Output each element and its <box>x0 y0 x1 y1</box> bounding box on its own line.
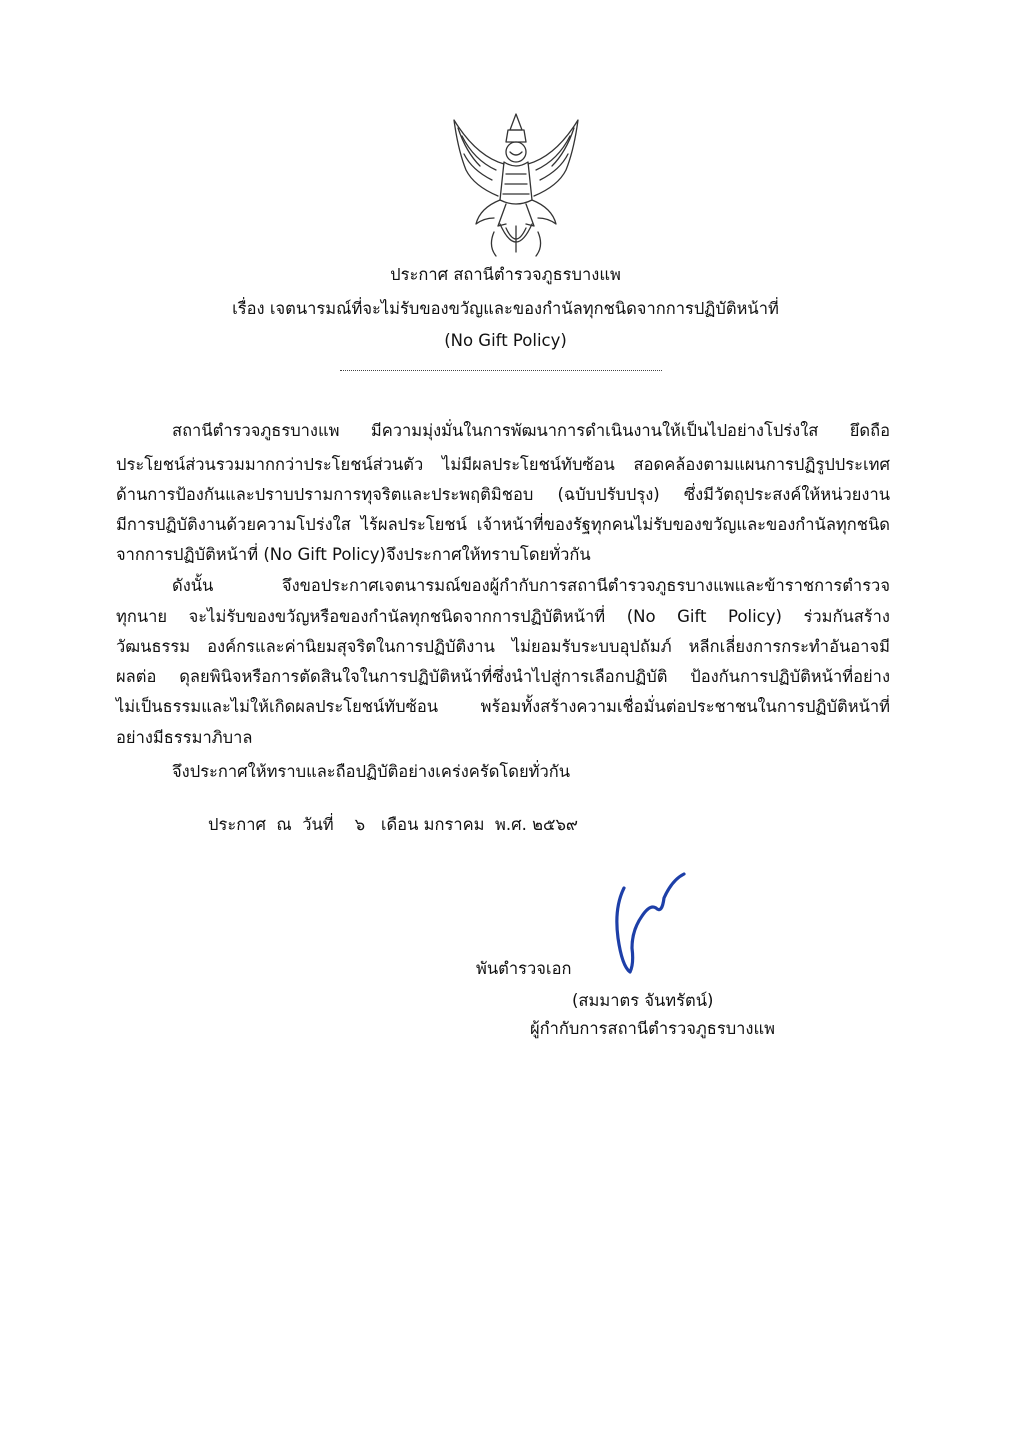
paragraph-1-line: สถานีตำรวจภูธรบางแพ มีความมุ่งมั่นในการพัฒนาการดำเนินงานให้เป็นไปอย่างโปร่งใส ยึดถือ <box>172 421 890 440</box>
signer-position: ผู้กำกับการสถานีตำรวจภูธรบางแพ <box>530 1019 776 1038</box>
signer-rank: พันตำรวจเอก <box>476 959 572 978</box>
paragraph-2-line: ผลต่อ ดุลยพินิจหรือการตัดสินใจในการปฏิบัติหน้าที่ซึ่งนำไปสู่การเลือกปฏิบัติ ป้องกันการปฏิบัติหน้าที่อย่าง <box>116 667 890 686</box>
paragraph-2-line: อย่างมีธรรมาภิบาล <box>116 728 253 747</box>
dotted-divider <box>340 370 662 371</box>
handwritten-signature <box>612 868 692 978</box>
announcement-date: ประกาศ ณ วันที่ ๖ เดือน มกราคม พ.ศ. ๒๕๖๙ <box>208 815 579 834</box>
paragraph-1-line: ด้านการป้องกันและปราบปรามการทุจริตและประพฤติมิชอบ (ฉบับปรับปรุง) ซึ่งมีวัตถุประสงค์ให้หน่วยงาน <box>116 485 890 504</box>
announcement-subtitle: (No Gift Policy) <box>444 331 567 350</box>
garuda-emblem-icon <box>436 100 596 260</box>
signer-name: (สมมาตร จันทรัตน์) <box>572 991 714 1010</box>
paragraph-1-line: จากการปฏิบัติหน้าที่ (No Gift Policy)จึงประกาศให้ทราบโดยทั่วกัน <box>116 545 591 564</box>
paragraph-2-line: ทุกนาย จะไม่รับของขวัญหรือของกำนัลทุกชนิดจากการปฏิบัติหน้าที่ (No Gift Policy) ร่วมกันสร้าง <box>116 607 890 626</box>
announcement-subject: เรื่อง เจตนารมณ์ที่จะไม่รับของขวัญและของกำนัลทุกชนิดจากการปฏิบัติหน้าที่ <box>232 299 779 318</box>
paragraph-1-line: มีการปฏิบัติงานด้วยความโปร่งใส ไร้ผลประโยชน์ เจ้าหน้าที่ของรัฐทุกคนไม่รับของขวัญและของกำนัลทุกชนิด <box>116 515 890 534</box>
paragraph-1-line: ประโยชน์ส่วนรวมมากกว่าประโยชน์ส่วนตัว ไม่มีผลประโยชน์ทับซ้อน สอดคล้องตามแผนการปฏิรูปประเทศ <box>116 455 890 474</box>
paragraph-2-line: ดังนั้น จึงขอประกาศเจตนารมณ์ของผู้กำกับการสถานีตำรวจภูธรบางแพและข้าราชการตำรวจ <box>172 576 890 595</box>
paragraph-3: จึงประกาศให้ทราบและถือปฏิบัติอย่างเคร่งครัดโดยทั่วกัน <box>172 762 571 781</box>
paragraph-2-line: ไม่เป็นธรรมและไม่ให้เกิดผลประโยชน์ทับซ้อน พร้อมทั้งสร้างความเชื่อมั่นต่อประชาชนในการปฏิบัติหน้าที่ <box>116 697 890 716</box>
paragraph-2-line: วัฒนธรรม องค์กรและค่านิยมสุจริตในการปฏิบัติงาน ไม่ยอมรับระบบอุปถัมภ์ หลีกเลี่ยงการกระทำอันอาจมี <box>116 637 890 656</box>
announcement-title: ประกาศ สถานีตำรวจภูธรบางแพ <box>390 265 621 284</box>
